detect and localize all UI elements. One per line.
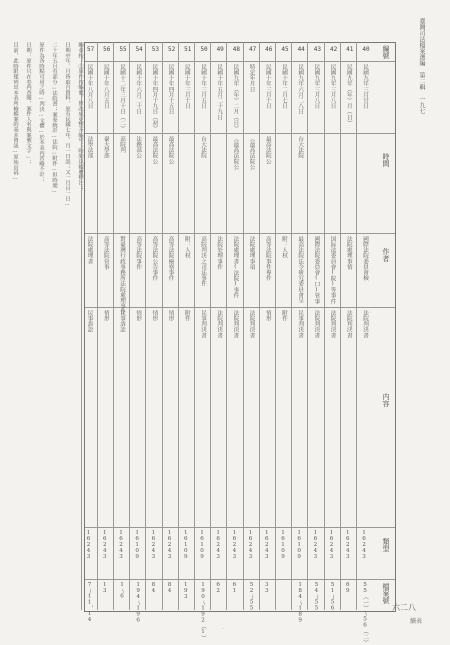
- note-line: 編者按：①原件按编號，但改成更整齐编号；時間以國曆標注；: [77, 42, 83, 191]
- row-type: 法院判決書: [362, 310, 368, 338]
- row-author: 台大法院: [200, 136, 206, 159]
- column-divider: [113, 42, 114, 610]
- column-divider: [340, 42, 341, 610]
- row-type: 情形: [135, 310, 142, 322]
- header-author: 作者: [382, 248, 390, 262]
- column-divider: [145, 42, 146, 610]
- column-divider: [243, 42, 244, 610]
- row-author: （最高法院公: [232, 136, 239, 170]
- row-type: 情形: [151, 310, 158, 322]
- book-title: 臺灣司法檔案選編 第二輯 一九七: [418, 18, 425, 114]
- row-id: 55: [119, 46, 127, 53]
- row-time: 民國十年二月七日: [281, 64, 287, 109]
- row-id: 46: [265, 46, 273, 53]
- row-type: 民事判決書: [200, 310, 206, 338]
- row-page: 54～55: [313, 582, 320, 612]
- row-time: 民國九年（年）月（日）: [345, 64, 352, 126]
- row-page: 13: [101, 582, 108, 594]
- row-id: 50: [200, 46, 208, 53]
- row-archive: 16109: [199, 530, 205, 560]
- row-content: 高院判決之司法事件: [200, 236, 206, 287]
- page-footer-mark: ·: [222, 626, 224, 633]
- continued-mark: 續表: [410, 618, 423, 625]
- editor-notes: [10, 42, 86, 602]
- row-time: 民國十年八月八日: [86, 64, 93, 109]
- row-type: 情形: [167, 310, 174, 322]
- row-type: 法院判決書: [216, 310, 223, 338]
- row-type: 情形: [264, 310, 271, 322]
- row-id: 43: [313, 46, 321, 53]
- row-type: 情形: [102, 310, 109, 322]
- header-archive: 檔案號: [382, 583, 390, 604]
- column-divider: [356, 42, 357, 610]
- row-type: 法院判決書: [232, 310, 239, 338]
- row-page: 190～192（1）: [200, 582, 206, 641]
- row-id: 42: [329, 46, 338, 53]
- row-content: 附：人权: [281, 236, 287, 259]
- row-page: 69: [344, 582, 351, 594]
- row-author: 法學法部: [86, 136, 93, 159]
- row-archive: 16243: [361, 530, 367, 560]
- row-time: 民國九年三月廿日: [362, 64, 368, 109]
- row-type: 民事訴訟: [119, 310, 125, 333]
- row-author: 最高法院公: [264, 136, 271, 164]
- row-archive: 16109: [182, 530, 189, 560]
- row-id: 52: [167, 46, 176, 53]
- row-archive: 16243: [231, 530, 238, 560]
- row-author: 最高法院公: [151, 136, 158, 164]
- row-archive: 16243: [85, 530, 92, 560]
- row-archive: 16109: [134, 530, 141, 560]
- row-time: 民國九年三月八日: [313, 64, 320, 109]
- row-archive: 16243: [247, 530, 254, 560]
- row-time: 民國十年四月十九日（初）: [151, 64, 158, 132]
- row-author: 法務部公: [135, 136, 142, 159]
- column-divider: [324, 42, 325, 610]
- header-type: 類型: [382, 538, 390, 552]
- row-page: 194～196: [135, 582, 142, 624]
- note-line: 日期中年、月皆取自資料，原有民國七年、月一日誤；又一月目一日…: [64, 42, 70, 207]
- note-line: 原件為各時點可用之時…判決…文體…於本表内省略不計；: [38, 42, 44, 182]
- row-content: 法院處理書(法院)事件: [232, 236, 239, 299]
- note-line: 目前，此時限僅列出本表所檢檔案的基本資訊…原始页码…: [12, 42, 18, 182]
- row-time: 民國十二年三月十日（二）: [119, 64, 125, 132]
- row-page: 84: [150, 582, 157, 594]
- row-time: 民國十年六月二十日: [135, 64, 142, 115]
- row-id: 41: [346, 46, 354, 53]
- row-content: 高等法院事件專件: [264, 236, 271, 281]
- row-time: 民國十年八月五日: [102, 64, 109, 109]
- row-id: 45: [281, 46, 289, 53]
- row-time: 民國九年六月二八日: [297, 64, 304, 115]
- row-content: 對臺灣行政事務所法院處理事件: [119, 236, 125, 315]
- row-archive: 16243: [344, 530, 351, 560]
- header-content: 内容: [382, 393, 390, 407]
- column-divider: [226, 42, 227, 610]
- row-content: 高等法院公告事件: [151, 236, 158, 281]
- row-time: 民國九年三月八日: [329, 64, 336, 109]
- row-author: 台大法院: [297, 136, 304, 159]
- row-content: 法院處理書: [86, 236, 93, 264]
- row-type: 法院判決書: [248, 310, 255, 338]
- column-divider: [307, 42, 308, 610]
- row-page: 84: [166, 582, 173, 594]
- row-page: 55（一）～56（二）: [362, 582, 368, 645]
- header-time: 時間: [382, 153, 390, 167]
- row-archive: 16243: [166, 530, 173, 560]
- column-divider: [162, 42, 163, 610]
- row-time: 民國十年五月二十九日: [216, 64, 223, 120]
- column-divider: [81, 42, 82, 610]
- row-author: 最高法院公: [167, 136, 174, 164]
- row-time: 民國九年（年）二月（日）: [232, 64, 239, 132]
- row-content: 國際法院委員會檢: [362, 236, 368, 281]
- row-page: 7～11，14: [86, 582, 93, 624]
- row-archive: 16109: [296, 530, 303, 560]
- row-type: 民事判決書: [297, 310, 304, 338]
- row-page: 33: [263, 582, 270, 594]
- note-line: 二十年五月有部分…法院書；案卷統計…法院…附件…但時間…: [51, 42, 57, 194]
- row-author: 臺大學部: [102, 136, 109, 159]
- row-id: 48: [232, 46, 240, 53]
- row-type: 民事訴訟: [86, 310, 93, 333]
- row-time: 民國十年四月十五日: [167, 64, 174, 115]
- row-id: 44: [297, 46, 305, 53]
- column-divider: [210, 42, 211, 610]
- row-page: 1～6: [119, 582, 125, 600]
- row-id: 40: [362, 46, 370, 53]
- row-archive: 16243: [312, 530, 319, 560]
- row-content: 高等法院管事: [102, 236, 109, 270]
- row-id: 56: [103, 46, 111, 53]
- row-id: 54: [135, 46, 143, 53]
- row-id: 51: [184, 46, 192, 53]
- row-content: 法院处理事件: [216, 236, 223, 270]
- row-content: 國際法院委員會(口)管事: [313, 236, 320, 304]
- row-id: 53: [151, 46, 159, 53]
- row-type: 附件: [281, 310, 287, 322]
- row-author: 高院判: [119, 136, 125, 153]
- row-page: 193: [182, 582, 189, 600]
- row-archive: 16109: [280, 530, 286, 560]
- row-content: 最高法院法令研究委員會呈: [297, 236, 304, 304]
- column-divider: [194, 42, 195, 610]
- column-divider: [275, 42, 276, 610]
- row-archive: 16243: [118, 530, 124, 560]
- row-type: 法院判決書: [329, 310, 336, 338]
- row-archive: 16243: [150, 530, 157, 560]
- column-divider: [291, 42, 292, 610]
- note-line: 日期：原件只在卷内查閱，案件人名與案號文字…；: [25, 42, 31, 165]
- row-content: 法院處理事情: [345, 236, 352, 270]
- row-time: 民國十年三月十日: [264, 64, 271, 109]
- row-time: 特定年月日: [248, 64, 255, 92]
- header-id: 編號: [382, 45, 390, 59]
- row-page: 62: [215, 582, 222, 594]
- row-content: 国际法委員會(院)等事件: [329, 236, 336, 304]
- row-archive: 16243: [215, 530, 222, 560]
- row-id: 57: [86, 46, 95, 53]
- row-type: 附件: [183, 310, 190, 322]
- column-divider: [129, 42, 130, 610]
- row-page: 51～56: [329, 582, 336, 612]
- row-type: 法院判決書: [313, 310, 320, 338]
- row-content: 高等法院檢察事件: [167, 236, 174, 281]
- row-content: 附：人权: [183, 236, 190, 259]
- column-divider: [97, 42, 98, 610]
- row-author: （最高法院公: [248, 136, 255, 170]
- row-content: 高等法院事件: [135, 236, 142, 270]
- row-archive: 16243: [101, 530, 108, 560]
- row-type: 法院判決書: [345, 310, 352, 338]
- row-page: 184～189: [297, 582, 304, 624]
- row-page: 52～55: [248, 582, 255, 612]
- row-archive: 16243: [328, 530, 335, 560]
- row-archive: 16243: [263, 530, 270, 560]
- row-page: 61: [231, 582, 238, 594]
- row-id: 47: [248, 46, 257, 53]
- page-number: 六二八: [392, 603, 416, 612]
- row-content: 法院處理事項: [248, 236, 255, 270]
- column-divider: [259, 42, 260, 610]
- row-time: 民國十年三月五日: [200, 64, 206, 109]
- column-divider: [178, 42, 179, 610]
- row-time: 民國十年三月十日: [183, 64, 190, 109]
- row-id: 49: [216, 46, 224, 53]
